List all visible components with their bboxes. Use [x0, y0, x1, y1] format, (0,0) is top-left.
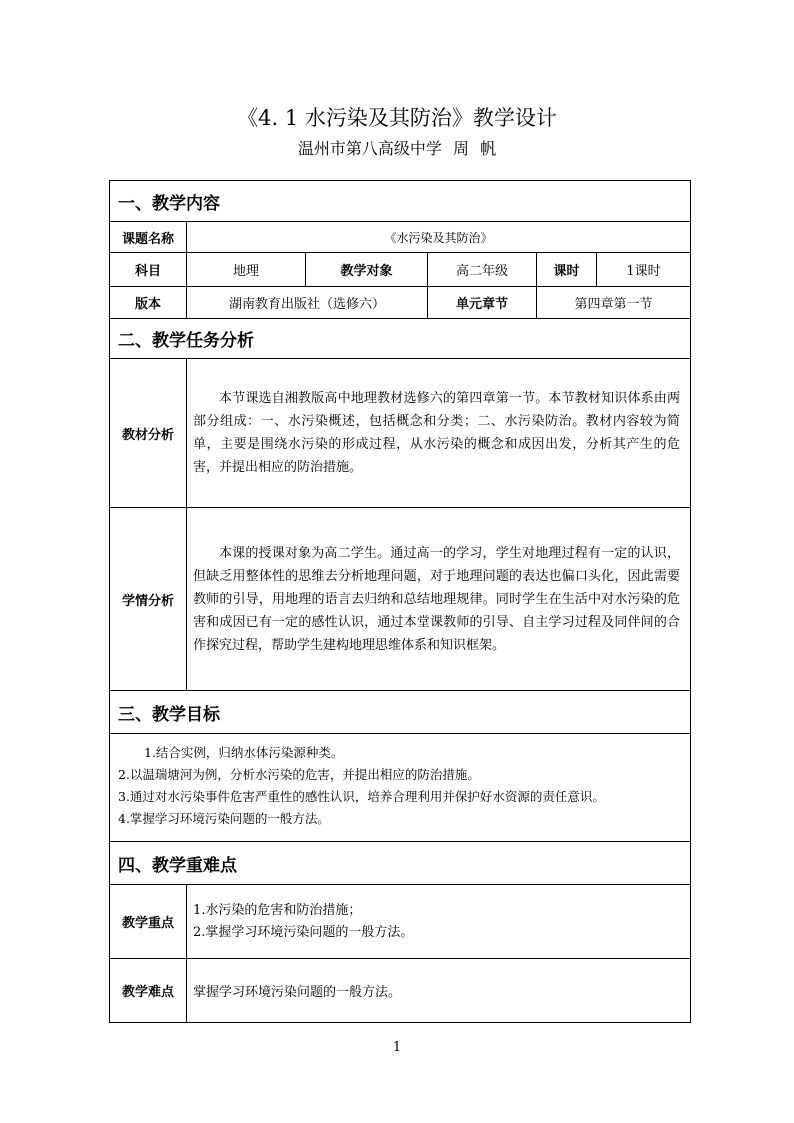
- goal-item: 1.结合实例，归纳水体污染源种类。: [144, 745, 344, 760]
- hours-label: 课时: [536, 253, 596, 286]
- chapter-label: 单元章节: [427, 287, 536, 318]
- section-header-key-points: [110, 842, 690, 885]
- material-label: 教材分析: [121, 427, 174, 443]
- difficult-points-row: [110, 959, 690, 1022]
- subject-row: [110, 253, 690, 287]
- goals-list: [110, 734, 690, 842]
- edition-label: 版本: [134, 297, 161, 312]
- topic-value: 《水污染及其防治》: [186, 222, 690, 252]
- topic-row: [110, 222, 690, 253]
- learner-text: 本课的授课对象为高二学生。通过高一的学习，学生对地理过程有一定的认识，但缺乏用整体性的思维去分析地理问题，对于地理问题的表达也偏口头化，因此需要教师的引导，用地理的语言去归纳和总结地理规律。同时学生在生活中对水污染的危害和成因已有一定的感性认识，通过本堂课教师的引导、自主学习过程及同伴间的合作探究过程，帮助学生建构地理思维体系和知识框架。: [193, 545, 680, 653]
- key-line: 1.水污染的危害和防治措施；: [193, 902, 362, 918]
- material-analysis-row: [110, 359, 690, 508]
- goal-item: 2.以温瑞塘河为例，分析水污染的危害，并提出相应的防治措施。: [118, 767, 480, 782]
- difficult-label: 教学难点: [121, 985, 174, 1000]
- key-label: 教学重点: [121, 916, 174, 931]
- document-subtitle: 温州市第八高级中学 周 帆: [297, 139, 497, 158]
- material-text: 本节课选自湘教版高中地理教材选修六的第四章第一节。本节教材知识体系由两部分组成：一、水污染概述，包括概念和分类；二、水污染防治。教材内容较为简单，主要是围绕水污染的形成过程，从水污染的概念和成因出发，分析其产生的危害，并提出相应的防治措施。: [193, 391, 680, 475]
- topic-label: 课题名称: [121, 231, 174, 247]
- page-number: 1: [392, 1040, 402, 1055]
- section-header-content: [110, 181, 690, 222]
- hours-value: 1课时: [596, 253, 690, 286]
- goal-item: 4.掌握学习环境污染问题的一般方法。: [118, 811, 330, 826]
- edition-row: [110, 287, 690, 319]
- section-heading: 四、教学重难点: [118, 855, 237, 876]
- difficult-text: 掌握学习环境污染问题的一般方法。: [186, 959, 690, 1022]
- audience-value: 高二年级: [427, 253, 536, 286]
- subject-label: 科目: [134, 264, 161, 279]
- document-title: 《4. 1 水污染及其防治》教学设计: [237, 106, 557, 130]
- section-heading: 一、教学内容: [118, 193, 220, 214]
- key-text-cell: [186, 885, 690, 958]
- learner-analysis-row: [110, 508, 690, 691]
- section-heading: 二、教学任务分析: [118, 331, 254, 351]
- subject-value: 地理: [186, 253, 305, 286]
- learner-label: 学情分析: [121, 593, 174, 609]
- section-heading: 三、教学目标: [118, 704, 220, 725]
- edition-value: 湖南教育出版社（选修六）: [186, 287, 427, 318]
- key-line: 2.掌握学习环境污染问题的一般方法。: [193, 924, 414, 940]
- section-header-task-analysis: [110, 319, 690, 359]
- chapter-value: 第四章第一节: [536, 287, 690, 318]
- section-header-goals: [110, 691, 690, 734]
- goal-item: 3.通过对水污染事件危害严重性的感性认识，培养合理利用并保护好水资源的责任意识。: [118, 789, 605, 804]
- material-text-cell: [186, 359, 690, 507]
- learner-text-cell: [186, 508, 690, 690]
- audience-label: 教学对象: [305, 253, 427, 286]
- lesson-plan-table: [109, 180, 691, 1023]
- key-points-row: [110, 885, 690, 959]
